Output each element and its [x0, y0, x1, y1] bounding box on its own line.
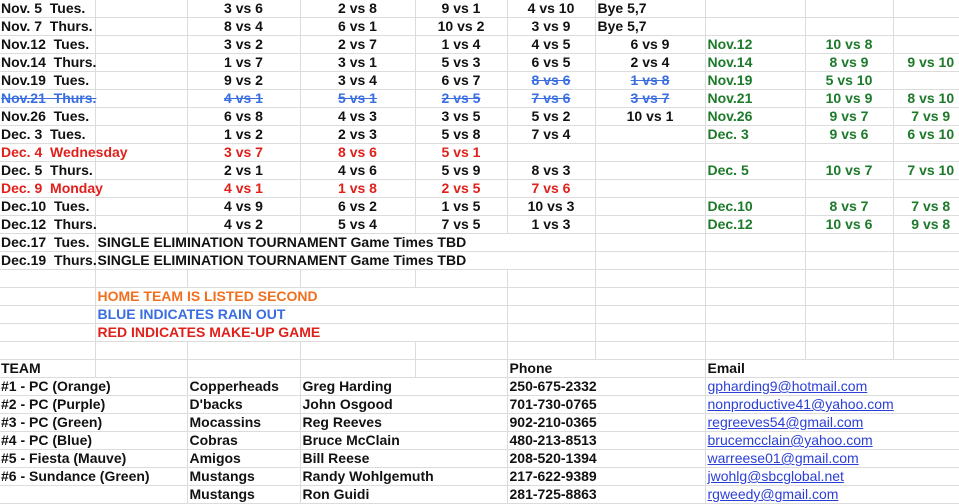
- game-date: [0, 126, 95, 144]
- email-link[interactable]: brucemcclain@yahoo.com: [705, 432, 959, 450]
- game-1: 3 vs 6: [187, 0, 300, 18]
- day-label: Thurs.: [50, 162, 93, 178]
- day-label: Monday: [50, 180, 103, 196]
- empty-cell: [507, 288, 595, 306]
- spacer: [46, 216, 54, 232]
- schedule-row: [0, 180, 959, 198]
- game-2: 2 vs 8: [300, 0, 415, 18]
- right-date: [705, 18, 805, 36]
- empty-cell: [893, 288, 959, 306]
- empty-cell: [507, 342, 595, 360]
- right-date: [705, 180, 805, 198]
- tournament-row: [0, 252, 959, 270]
- game-4: 7 vs 6: [507, 90, 595, 108]
- empty-cell: [0, 324, 95, 342]
- game-4: 1 vs 3: [507, 216, 595, 234]
- right-date: Dec.10: [705, 198, 805, 216]
- right-date: Nov.26: [705, 108, 805, 126]
- empty-cell: [0, 270, 95, 288]
- phone-number: 480-213-8513: [507, 432, 705, 450]
- game-4: [507, 144, 595, 162]
- game-3: 9 vs 1: [415, 0, 507, 18]
- game-5: 3 vs 7: [595, 90, 705, 108]
- schedule-row: [0, 198, 959, 216]
- date-label: Dec. 9: [1, 180, 43, 196]
- right-game-2: 7 vs 10: [893, 162, 959, 180]
- date-label: Nov.26: [1, 108, 46, 124]
- game-2: 5 vs 1: [300, 90, 415, 108]
- game-3: 5 vs 3: [415, 54, 507, 72]
- empty-cell: [705, 288, 805, 306]
- tournament-date: [0, 252, 95, 270]
- manager-name: Bill Reese: [300, 450, 507, 468]
- game-5: [595, 198, 705, 216]
- day-label: Tues.: [53, 234, 90, 250]
- right-game-2: 8 vs 10: [893, 90, 959, 108]
- game-3: 7 vs 5: [415, 216, 507, 234]
- team-nickname: D'backs: [187, 396, 300, 414]
- day-overflow: [95, 108, 187, 126]
- day-overflow: [95, 18, 187, 36]
- right-game-1: 10 vs 8: [805, 36, 893, 54]
- game-5: [595, 126, 705, 144]
- day-label: Wednesday: [50, 144, 128, 160]
- game-2: 1 vs 8: [300, 180, 415, 198]
- empty-cell: [893, 306, 959, 324]
- date-label: Dec.12: [1, 216, 47, 232]
- right-game-1: 10 vs 7: [805, 162, 893, 180]
- empty-cell: [595, 306, 705, 324]
- day-label: Tues.: [50, 126, 86, 142]
- empty-cell: [595, 288, 705, 306]
- right-date: [705, 144, 805, 162]
- right-date: Nov.14: [705, 54, 805, 72]
- game-5: Bye 5,7: [595, 0, 705, 18]
- right-game-2: [893, 36, 959, 54]
- manager-name: John Osgood: [300, 396, 507, 414]
- game-1: 4 vs 1: [187, 90, 300, 108]
- game-2: 5 vs 4: [300, 216, 415, 234]
- game-date: [0, 216, 95, 234]
- empty-cell: [595, 342, 705, 360]
- team-name: #1 - PC (Orange): [0, 378, 187, 396]
- right-game-2: [893, 18, 959, 36]
- empty-cell: [805, 306, 893, 324]
- empty-cell: [0, 306, 95, 324]
- right-game-2: [893, 0, 959, 18]
- right-game-1: [805, 18, 893, 36]
- manager-name: Reg Reeves: [300, 414, 507, 432]
- empty-cell: [507, 270, 595, 288]
- game-5: 6 vs 9: [595, 36, 705, 54]
- game-1: 4 vs 1: [187, 180, 300, 198]
- date-label: Nov.14: [1, 54, 46, 70]
- empty-cell: [705, 252, 805, 270]
- empty-cell: [95, 270, 187, 288]
- spacer: [46, 108, 54, 124]
- game-4: 5 vs 2: [507, 108, 595, 126]
- spacer: [46, 234, 54, 250]
- game-1: 6 vs 8: [187, 108, 300, 126]
- empty-cell: [415, 270, 507, 288]
- empty-cell: [595, 234, 705, 252]
- empty-cell: [805, 270, 893, 288]
- game-2: 6 vs 2: [300, 198, 415, 216]
- empty-cell: [300, 360, 415, 378]
- empty-cell: [893, 270, 959, 288]
- phone-number: 701-730-0765: [507, 396, 705, 414]
- blank-row: [0, 342, 959, 360]
- empty-cell: [415, 342, 507, 360]
- email-link[interactable]: nonproductive41@yahoo.com: [705, 396, 959, 414]
- right-date: Dec. 5: [705, 162, 805, 180]
- manager-name: Ron Guidi: [300, 486, 507, 504]
- day-label: Tues.: [53, 36, 90, 52]
- day-label: Thurs.: [53, 90, 97, 106]
- game-date: [0, 54, 95, 72]
- empty-cell: [893, 234, 959, 252]
- team-nickname: Cobras: [187, 432, 300, 450]
- game-2: 6 vs 1: [300, 18, 415, 36]
- phone-number: 281-725-8863: [507, 486, 705, 504]
- email-link[interactable]: gpharding9@hotmail.com: [705, 378, 959, 396]
- team-header: TEAM: [0, 360, 95, 378]
- contact-row: [0, 486, 959, 504]
- spacer: [42, 126, 50, 142]
- tournament-text: SINGLE ELIMINATION TOURNAMENT Game Times TBD: [95, 252, 595, 270]
- game-3: 1 vs 4: [415, 36, 507, 54]
- right-game-2: 6 vs 10: [893, 126, 959, 144]
- game-3: 10 vs 2: [415, 18, 507, 36]
- empty-cell: [187, 270, 300, 288]
- game-4: 3 vs 9: [507, 18, 595, 36]
- game-3: 2 vs 5: [415, 90, 507, 108]
- date-label: Nov.21: [1, 90, 46, 106]
- right-date: Nov.19: [705, 72, 805, 90]
- empty-cell: [705, 324, 805, 342]
- game-3: 3 vs 5: [415, 108, 507, 126]
- right-date: Dec. 3: [705, 126, 805, 144]
- day-label: Tues.: [53, 198, 90, 214]
- schedule-row: [0, 126, 959, 144]
- schedule-row: [0, 216, 959, 234]
- empty-cell: [705, 234, 805, 252]
- empty-cell: [415, 360, 507, 378]
- game-4: 7 vs 4: [507, 126, 595, 144]
- spacer: [46, 198, 54, 214]
- game-5: 1 vs 8: [595, 72, 705, 90]
- game-4: 7 vs 6: [507, 180, 595, 198]
- game-1: 2 vs 1: [187, 162, 300, 180]
- game-3: 1 vs 5: [415, 198, 507, 216]
- game-1: 1 vs 7: [187, 54, 300, 72]
- game-1: 9 vs 2: [187, 72, 300, 90]
- date-label: Dec.10: [1, 198, 47, 214]
- contacts-header-row: [0, 360, 959, 378]
- day-overflow: [95, 54, 187, 72]
- empty-cell: [805, 234, 893, 252]
- game-1: 3 vs 2: [187, 36, 300, 54]
- game-5: 2 vs 4: [595, 54, 705, 72]
- spacer: [46, 54, 54, 70]
- game-5: [595, 216, 705, 234]
- day-overflow: [95, 180, 187, 198]
- right-game-1: [805, 144, 893, 162]
- game-5: 10 vs 1: [595, 108, 705, 126]
- right-game-1: 10 vs 6: [805, 216, 893, 234]
- right-game-1: 9 vs 6: [805, 126, 893, 144]
- email-link[interactable]: warreese01@gmail.com: [705, 450, 959, 468]
- right-game-2: 9 vs 10: [893, 54, 959, 72]
- email-link[interactable]: regreeves54@gmail.com: [705, 414, 959, 432]
- game-date: [0, 18, 95, 36]
- game-4: 8 vs 6: [507, 72, 595, 90]
- team-nickname: Amigos: [187, 450, 300, 468]
- team-nickname: Mustangs: [187, 468, 300, 486]
- email-link[interactable]: jwohlg@sbcglobal.net: [705, 468, 959, 486]
- date-label: Dec. 3: [1, 126, 43, 142]
- schedule-row: [0, 90, 959, 108]
- spacer: [46, 36, 54, 52]
- team-name: #5 - Fiesta (Mauve): [0, 450, 187, 468]
- schedule-row: [0, 54, 959, 72]
- game-4: 4 vs 10: [507, 0, 595, 18]
- day-overflow: [95, 216, 187, 234]
- day-label: Thurs.: [49, 18, 93, 34]
- game-date: [0, 144, 128, 162]
- game-5: [595, 180, 705, 198]
- game-2: 4 vs 3: [300, 108, 415, 126]
- spacer: [42, 18, 50, 34]
- spacer: [46, 252, 54, 268]
- contact-row: [0, 396, 959, 414]
- schedule-row: [0, 36, 959, 54]
- empty-cell: [705, 306, 805, 324]
- game-3: 2 vs 5: [415, 180, 507, 198]
- empty-cell: [805, 288, 893, 306]
- game-2: 8 vs 6: [300, 144, 415, 162]
- empty-cell: [95, 342, 187, 360]
- right-game-2: 7 vs 9: [893, 108, 959, 126]
- right-game-2: 7 vs 8: [893, 198, 959, 216]
- game-4: 6 vs 5: [507, 54, 595, 72]
- team-name: #6 - Sundance (Green): [0, 468, 187, 486]
- empty-cell: [595, 324, 705, 342]
- day-overflow: [95, 36, 187, 54]
- tournament-text: SINGLE ELIMINATION TOURNAMENT Game Times TBD: [95, 234, 595, 252]
- spacer: [46, 90, 54, 106]
- date-label: Dec. 5: [1, 162, 43, 178]
- phone-number: 250-675-2332: [507, 378, 705, 396]
- game-1: 4 vs 2: [187, 216, 300, 234]
- spacer: [42, 0, 50, 16]
- schedule-row: [0, 0, 959, 18]
- day-label: Tues.: [53, 108, 90, 124]
- contact-row: [0, 468, 959, 486]
- right-game-2: [893, 144, 959, 162]
- legend-note-row: [0, 288, 959, 306]
- day-overflow: [95, 162, 187, 180]
- game-3: 5 vs 1: [415, 144, 507, 162]
- empty-cell: [893, 324, 959, 342]
- game-date: [0, 36, 95, 54]
- day-label: Thurs.: [53, 252, 97, 268]
- tournament-row: [0, 234, 959, 252]
- empty-cell: [805, 324, 893, 342]
- empty-cell: [187, 342, 300, 360]
- game-5: [595, 144, 705, 162]
- right-date: Nov.12: [705, 36, 805, 54]
- empty-cell: [0, 288, 95, 306]
- manager-name: Randy Wohlgemuth: [300, 468, 507, 486]
- team-name: [0, 486, 187, 504]
- empty-cell: [187, 360, 300, 378]
- right-game-1: 10 vs 9: [805, 90, 893, 108]
- day-overflow: [95, 198, 187, 216]
- spacer: [42, 162, 50, 178]
- day-label: Tues.: [53, 72, 90, 88]
- empty-cell: [595, 252, 705, 270]
- game-4: 10 vs 3: [507, 198, 595, 216]
- game-1: 3 vs 7: [187, 144, 300, 162]
- game-2: 3 vs 1: [300, 54, 415, 72]
- schedule-row: [0, 108, 959, 126]
- empty-cell: [705, 342, 805, 360]
- spacer: [46, 72, 54, 88]
- date-label: Nov. 7: [1, 18, 42, 34]
- email-link[interactable]: rgweedy@gmail.com: [705, 486, 959, 504]
- day-overflow: [95, 126, 187, 144]
- team-nickname: Mustangs: [187, 486, 300, 504]
- right-date: Nov.21: [705, 90, 805, 108]
- game-date: [0, 72, 95, 90]
- game-date: [0, 198, 95, 216]
- empty-cell: [300, 342, 415, 360]
- day-overflow: [95, 90, 187, 108]
- spacer: [42, 180, 50, 196]
- game-date: [0, 90, 95, 108]
- empty-cell: [893, 342, 959, 360]
- game-2: 2 vs 7: [300, 36, 415, 54]
- contact-row: [0, 414, 959, 432]
- team-nickname: Copperheads: [187, 378, 300, 396]
- empty-cell: [95, 360, 187, 378]
- schedule-row: [0, 72, 959, 90]
- schedule-row: [0, 162, 959, 180]
- game-date: [0, 162, 95, 180]
- game-5: [595, 162, 705, 180]
- email-header: Email: [705, 360, 959, 378]
- right-date: [705, 0, 805, 18]
- empty-cell: [705, 270, 805, 288]
- game-2: 4 vs 6: [300, 162, 415, 180]
- empty-cell: [0, 342, 95, 360]
- game-3: 6 vs 7: [415, 72, 507, 90]
- schedule-row: [0, 18, 959, 36]
- empty-cell: [805, 342, 893, 360]
- contact-row: [0, 432, 959, 450]
- game-3: 5 vs 8: [415, 126, 507, 144]
- blank-row: [0, 270, 959, 288]
- game-4: 4 vs 5: [507, 36, 595, 54]
- phone-number: 902-210-0365: [507, 414, 705, 432]
- game-1: 8 vs 4: [187, 18, 300, 36]
- right-game-2: [893, 72, 959, 90]
- empty-cell: [507, 306, 595, 324]
- game-2: 3 vs 4: [300, 72, 415, 90]
- team-name: #4 - PC (Blue): [0, 432, 187, 450]
- game-date: [0, 108, 95, 126]
- right-game-2: [893, 180, 959, 198]
- manager-name: Bruce McClain: [300, 432, 507, 450]
- day-label: Tues.: [49, 0, 86, 16]
- date-label: Nov.19: [1, 72, 46, 88]
- right-date: Dec.12: [705, 216, 805, 234]
- date-label: Dec.19: [1, 252, 47, 268]
- right-game-1: 9 vs 7: [805, 108, 893, 126]
- day-label: Thurs.: [53, 216, 97, 232]
- team-name: #2 - PC (Purple): [0, 396, 187, 414]
- empty-cell: [893, 252, 959, 270]
- date-label: Dec. 4: [1, 144, 43, 160]
- right-game-2: 9 vs 8: [893, 216, 959, 234]
- tournament-date: [0, 234, 95, 252]
- day-overflow: [95, 72, 187, 90]
- legend-note: HOME TEAM IS LISTED SECOND: [95, 288, 507, 306]
- empty-cell: [300, 270, 415, 288]
- right-game-1: [805, 0, 893, 18]
- day-overflow: [95, 0, 187, 18]
- game-4: 8 vs 3: [507, 162, 595, 180]
- schedule-row: [0, 144, 959, 162]
- phone-number: 208-520-1394: [507, 450, 705, 468]
- game-5: Bye 5,7: [595, 18, 705, 36]
- empty-cell: [805, 252, 893, 270]
- empty-cell: [507, 324, 595, 342]
- game-1: 1 vs 2: [187, 126, 300, 144]
- game-date: [0, 180, 103, 198]
- game-1: 4 vs 9: [187, 198, 300, 216]
- day-label: Thurs.: [53, 54, 97, 70]
- game-3: 5 vs 9: [415, 162, 507, 180]
- legend-note-row: [0, 324, 959, 342]
- right-game-1: 8 vs 9: [805, 54, 893, 72]
- spacer: [42, 144, 50, 160]
- legend-note-row: [0, 306, 959, 324]
- phone-number: 217-622-9389: [507, 468, 705, 486]
- right-game-1: [805, 180, 893, 198]
- manager-name: Greg Harding: [300, 378, 507, 396]
- game-date: [0, 0, 95, 18]
- right-game-1: 8 vs 7: [805, 198, 893, 216]
- date-label: Dec.17: [1, 234, 47, 250]
- date-label: Nov. 5: [1, 0, 42, 16]
- empty-cell: [595, 270, 705, 288]
- legend-note: RED INDICATES MAKE-UP GAME: [95, 324, 507, 342]
- phone-header: Phone: [507, 360, 705, 378]
- game-2: 2 vs 3: [300, 126, 415, 144]
- legend-note: BLUE INDICATES RAIN OUT: [95, 306, 507, 324]
- team-name: #3 - PC (Green): [0, 414, 187, 432]
- contact-row: [0, 378, 959, 396]
- contact-row: [0, 450, 959, 468]
- date-label: Nov.12: [1, 36, 46, 52]
- right-game-1: 5 vs 10: [805, 72, 893, 90]
- team-nickname: Mocassins: [187, 414, 300, 432]
